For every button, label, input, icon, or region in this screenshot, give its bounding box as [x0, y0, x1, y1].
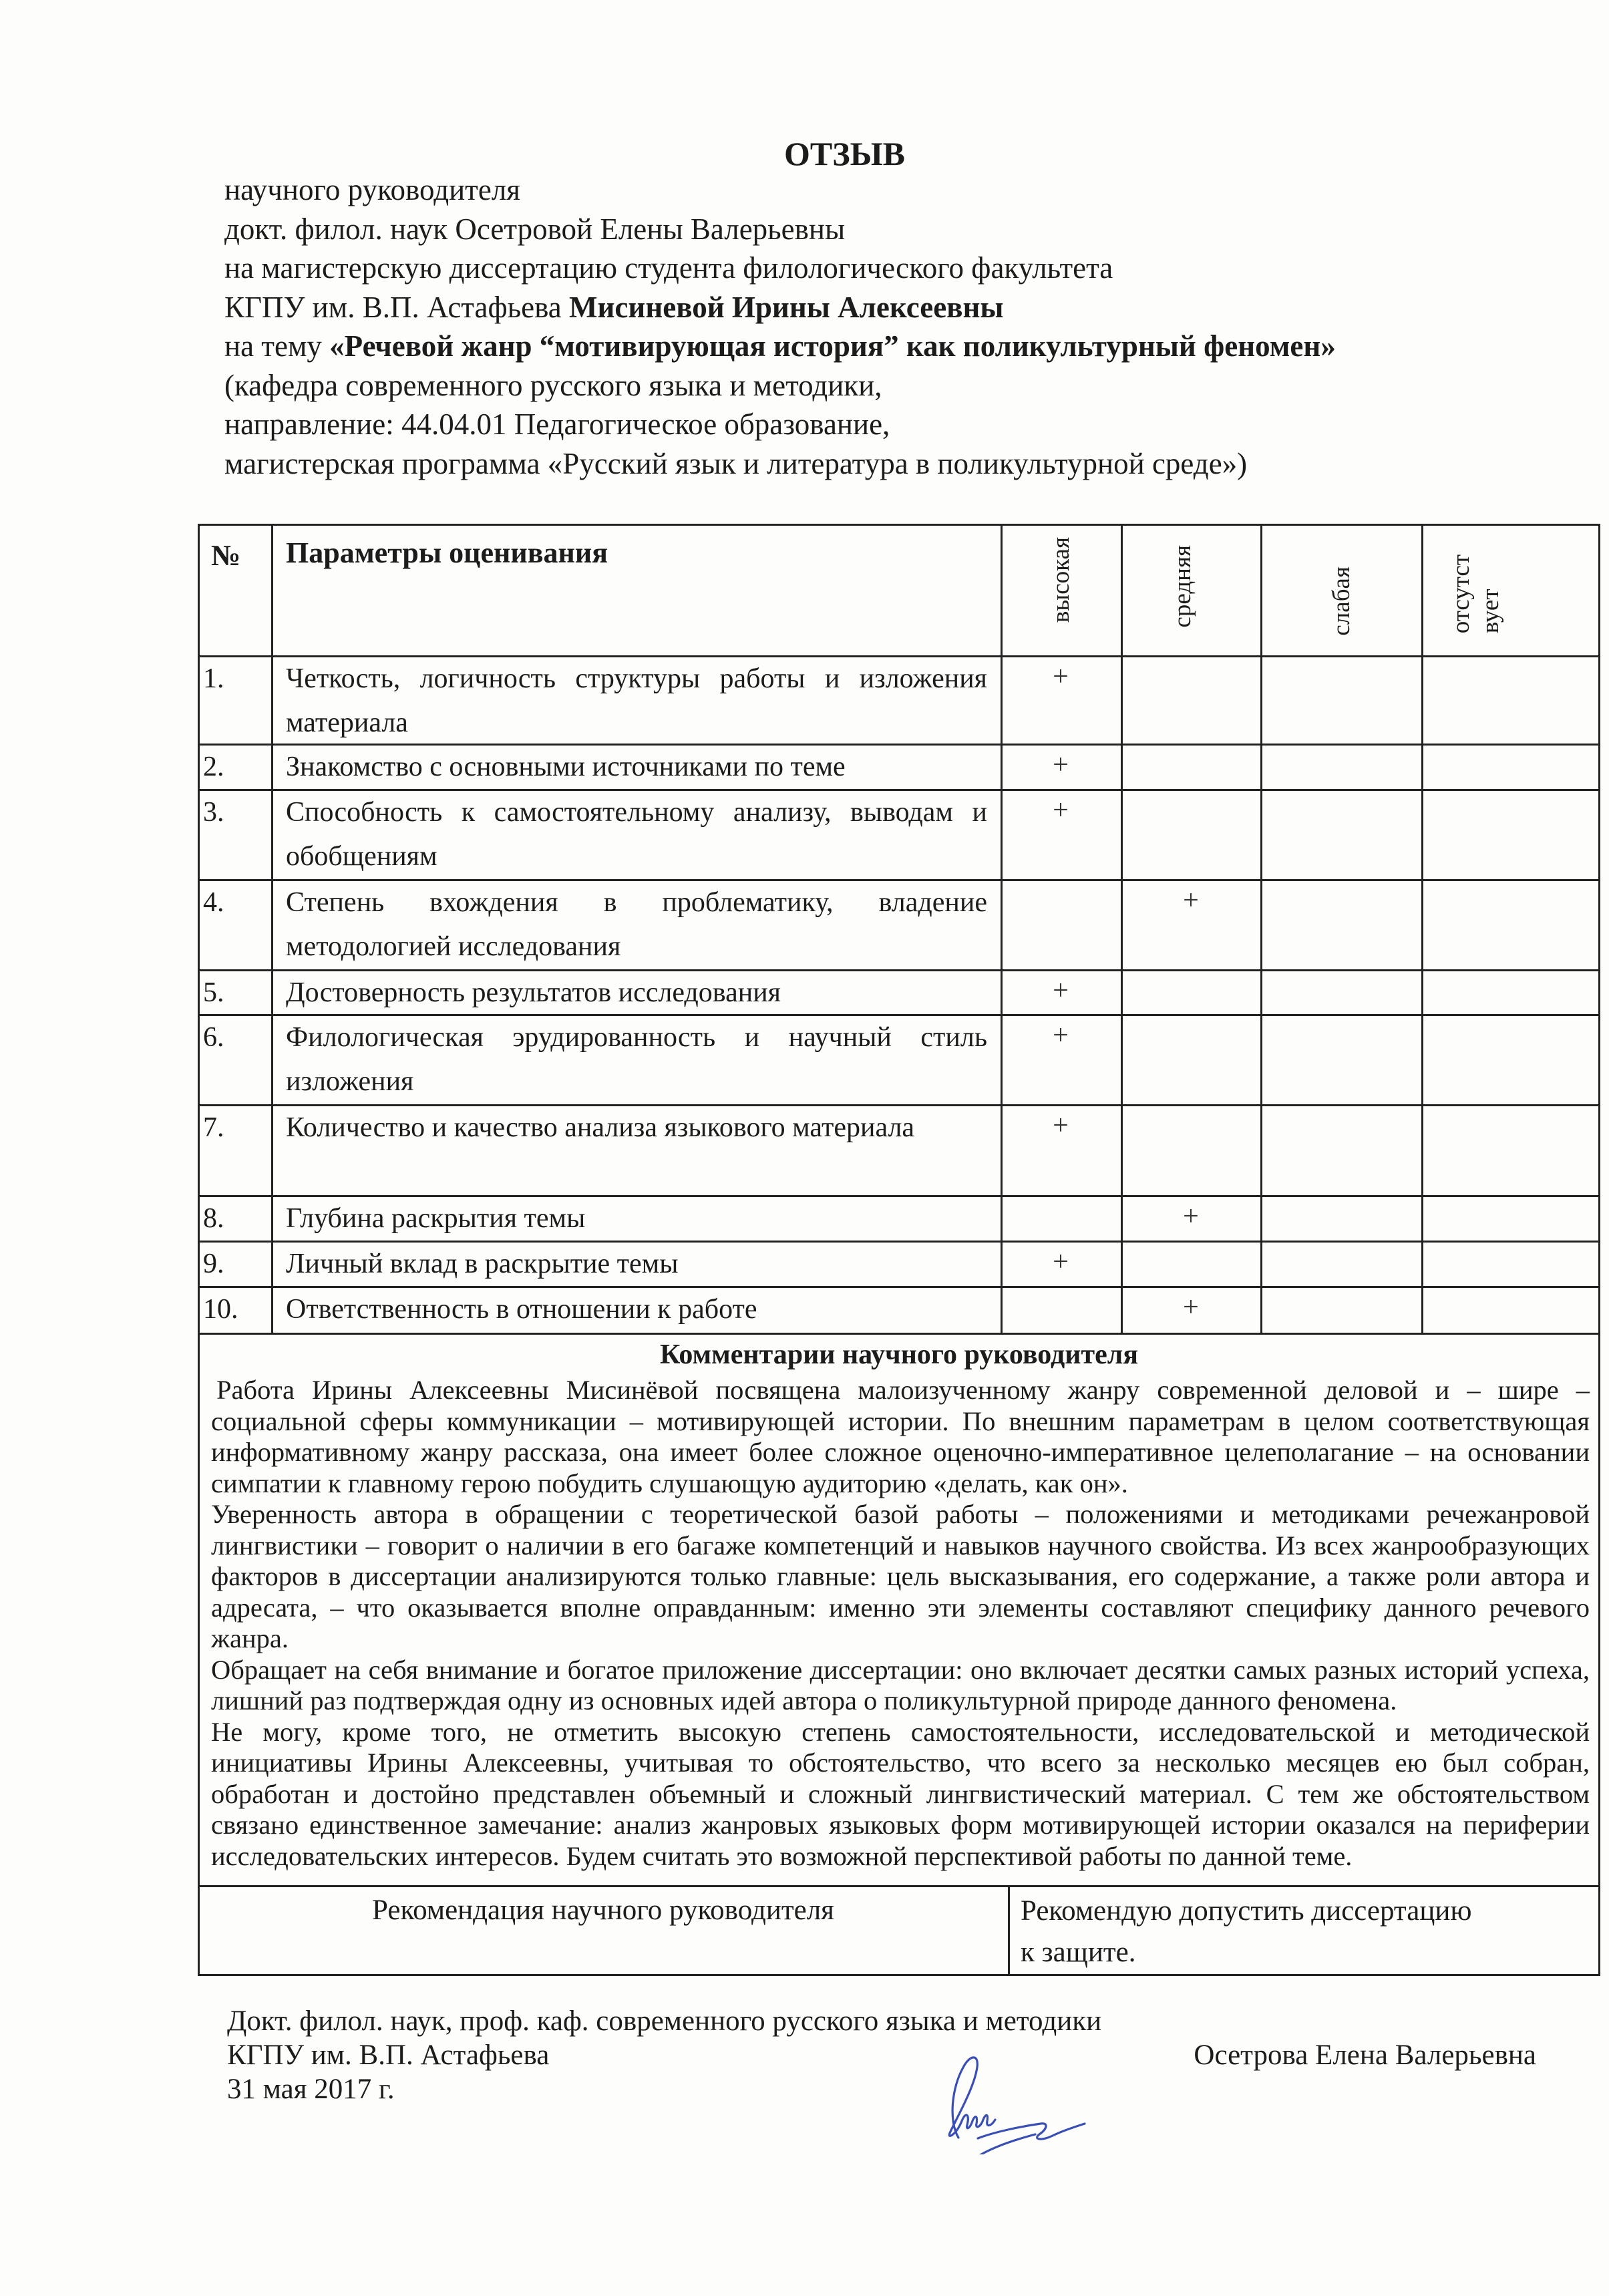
- row-mark: +: [1183, 885, 1199, 916]
- row-mark: +: [1183, 1292, 1199, 1323]
- table-rule: [198, 1885, 1600, 1887]
- row-number: 5.: [203, 977, 224, 1008]
- row-parameter: Знакомство с основными источниками по теме: [286, 752, 846, 782]
- student-name: Мисиневой Ирины Алексеевны: [569, 290, 1004, 324]
- row-mark: +: [1053, 795, 1069, 826]
- row-mark: +: [1053, 1020, 1069, 1051]
- header-line-student: [224, 288, 1336, 327]
- row-number: 10.: [203, 1294, 238, 1325]
- recommendation-value: [1021, 1891, 1595, 1973]
- university-name: КГПУ им. В.П. Астафьева: [224, 290, 570, 324]
- comment-paragraph: Уверенность автора в обращении с теоретической базой работы – положениями и методиками речежанровой лингвистики – говорит о наличии в его багаже компетенций и навыков научного свойства. Из всех жанрообразующих факторов в диссертации анализируются только главные: цель высказывания, его содержание, а также роли автора и адресата, – что оказывается вполне оправданным: именно эти элементы составляют специфику данного речевого жанра.: [211, 1499, 1590, 1653]
- row-parameter: Филологическая эрудированность и научный стиль изложения: [286, 1022, 987, 1097]
- column-header-medium: средняя: [1169, 545, 1196, 628]
- row-parameter: Четкость, логичность структуры работы и изложения материала: [286, 663, 987, 738]
- row-number: 9.: [203, 1249, 224, 1279]
- column-header-absent: [1447, 554, 1505, 633]
- row-number: 1.: [203, 663, 224, 694]
- column-header-number: №: [211, 539, 241, 572]
- document-header: [224, 170, 1336, 483]
- comment-paragraph: Обращает на себя внимание и богатое приложение диссертации: оно включает десятки самых разных историй успеха, лишний раз подтверждая одну из основных идей автора о поликультурной природе данного феномена.: [211, 1654, 1590, 1715]
- table-column-rule: [1001, 524, 1003, 1333]
- signer-line: [227, 2038, 1536, 2072]
- row-parameter: Ответственность в отношении к работе: [286, 1294, 757, 1325]
- document-date: 31 мая 2017 г.: [227, 2074, 395, 2105]
- header-line-role: научного руководителя: [224, 173, 520, 206]
- row-parameter: Достоверность результатов исследования: [286, 977, 781, 1008]
- row-parameter: Личный вклад в раскрытие темы: [286, 1249, 679, 1279]
- document-title: ОТЗЫВ: [783, 135, 906, 172]
- comment-paragraph: Работа Ирины Алексеевны Мисинёвой посвящена малоизученному жанру современной деловой и – шире – социальной сферы коммуникации – мотивирующей истории. По внешним параметрам в целом соответствующая информативному жанру рассказа, она имеет более сложное оценочно-императивное целеполагание – на основании симпатии к главному герою побудить слушающую аудиторию «делать, как он».: [211, 1375, 1590, 1498]
- row-mark: +: [1053, 661, 1069, 692]
- header-line-program: магистерская программа «Русский язык и литература в поликультурной среде»): [224, 446, 1248, 480]
- comment-paragraph: Не могу, кроме того, не отметить высокую степень самостоятельности, исследовательской и методической инициативы Ирины Алексеевны, учитывая то обстоятельство, что всего за несколько месяцев ею был собран, обработан и достойно представлен объемный и сложный лингвистический материал. С тем же обстоятельством связано единственное замечание: анализ жанровых языковых форм мотивирующей истории оказался на периферии исследовательских интересов. Будем считать это возможной перспективой работы по данной теме.: [211, 1716, 1590, 1871]
- topic-prefix: на тему: [224, 329, 330, 363]
- column-header-high: высокая: [1047, 537, 1075, 623]
- comments-title: Комментарии научного руководителя: [659, 1339, 1139, 1370]
- column-header-parameters: Параметры оценивания: [286, 536, 608, 569]
- signature-block: [227, 2004, 1536, 2106]
- header-line-topic: [224, 327, 1336, 366]
- column-header-absent-line2: вует: [1477, 589, 1504, 634]
- row-parameter: Степень вхождения в проблематику, владение методологией исследования: [286, 887, 987, 962]
- header-line-supervisor: докт. филол. наук Осетровой Елены Валерьевны: [224, 212, 846, 246]
- table-column-rule: [1121, 524, 1123, 1333]
- recommendation-value-line1: Рекомендую допустить диссертацию: [1021, 1895, 1472, 1927]
- signer-university: КГПУ им. В.П. Астафьева: [227, 2039, 550, 2071]
- row-mark: +: [1053, 750, 1069, 780]
- row-number: 2.: [203, 752, 224, 782]
- recommendation-value-line2: к защите.: [1021, 1937, 1136, 1968]
- table-column-rule: [1260, 524, 1262, 1333]
- table-column-rule: [1421, 524, 1423, 1333]
- row-mark: +: [1053, 1110, 1069, 1141]
- recommendation-label: Рекомендация научного руководителя: [372, 1895, 834, 1926]
- row-mark: +: [1053, 975, 1069, 1006]
- table-column-rule: [271, 524, 273, 1333]
- column-header-absent-line1: отсутст: [1447, 554, 1475, 634]
- row-number: 3.: [203, 797, 224, 828]
- row-parameter: Способность к самостоятельному анализу, выводам и обобщениям: [286, 797, 987, 872]
- header-line-dissertation: на магистерскую диссертацию студента филологического факультета: [224, 251, 1113, 285]
- signer-name: Осетрова Елена Валерьевна: [1194, 2039, 1536, 2071]
- signer-position: Докт. филол. наук, проф. каф. современного русского языка и методики: [227, 2005, 1102, 2037]
- row-mark: +: [1053, 1247, 1069, 1277]
- table-rule: [198, 1333, 1600, 1335]
- row-number: 4.: [203, 887, 224, 918]
- row-number: 8.: [203, 1203, 224, 1234]
- column-header-weak: слабая: [1328, 566, 1355, 636]
- row-parameter: Количество и качество анализа языкового материала: [286, 1112, 915, 1143]
- signature-icon: [922, 2041, 1095, 2154]
- row-parameter: Глубина раскрытия темы: [286, 1203, 586, 1234]
- comments-body: [211, 1375, 1590, 1872]
- header-line-department: (кафедра современного русского языка и методики,: [224, 368, 882, 402]
- row-mark: +: [1183, 1201, 1199, 1232]
- row-number: 7.: [203, 1112, 224, 1143]
- dissertation-topic: «Речевой жанр “мотивирующая история” как поликультурный феномен»: [329, 329, 1336, 363]
- header-line-direction: направление: 44.04.01 Педагогическое образование,: [224, 407, 890, 441]
- row-number: 6.: [203, 1022, 224, 1053]
